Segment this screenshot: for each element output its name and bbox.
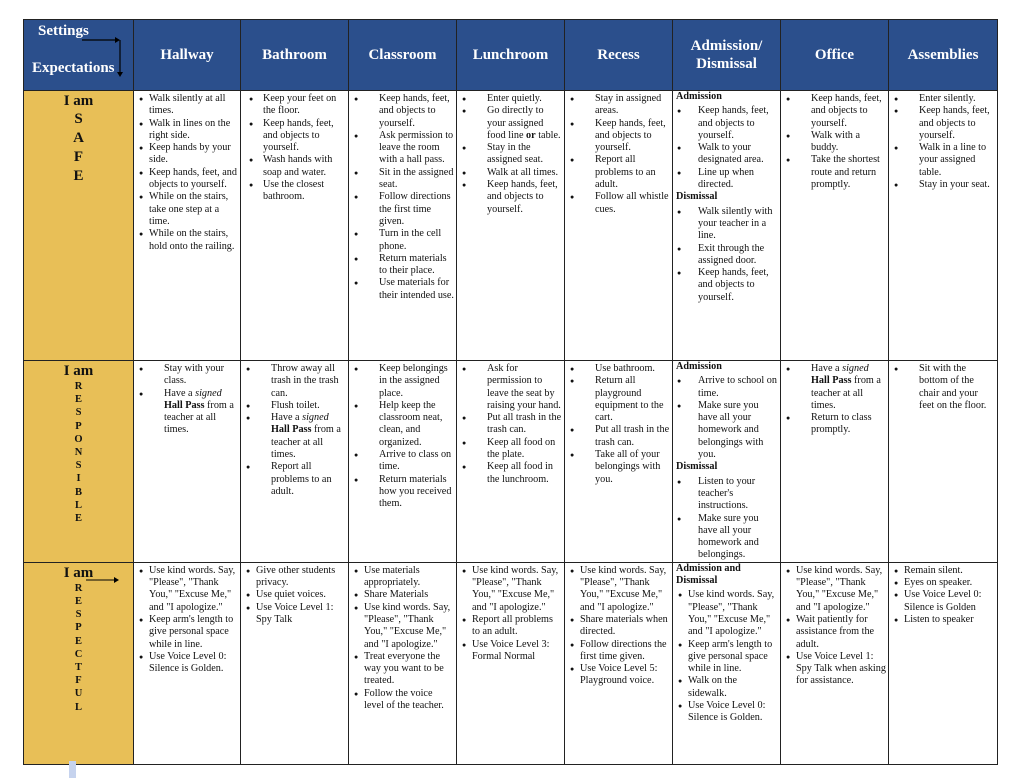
list-item: ● Use Voice Level 0: Silence is Golden. (673, 700, 778, 725)
dismissal-heading: Dismissal (676, 191, 718, 203)
row-label-safe-top: I am (63, 93, 94, 109)
admission-heading: Admission (676, 361, 722, 372)
list-item: ● Keep hands, feet, and objects to yourself. (889, 105, 995, 142)
responsible-admission-dismissal-cell (673, 361, 781, 563)
list-item: ● Stay with your class. (134, 363, 238, 388)
row-label-letter: S (75, 407, 82, 419)
list-item: ● Follow directions the first time given. (349, 191, 454, 228)
list-item: ● Have a signed Hall Pass from a teacher at all times. (781, 363, 886, 412)
list-item: ● Make sure you have all your homework and belongings. (673, 513, 778, 562)
list-item: ● Walk silently with your teacher in a line. (673, 206, 778, 243)
list-item: ● Keep hands by your side. (134, 142, 238, 167)
row-label-letter: T (74, 661, 82, 673)
text-cursor-marker (69, 761, 76, 778)
list-item: ● Return materials to their place. (349, 253, 454, 278)
list-item: ● Wait patiently for assistance from the adult. (781, 614, 886, 651)
list-item: ● Return all playground equipment to the cart. (565, 375, 670, 424)
column-header-bathroom: Bathroom (241, 20, 349, 91)
list-item: ● Ask for permission to leave the seat by raising your hand. (457, 363, 562, 412)
list-item: ● Have a signed Hall Pass from a teacher at all times. (241, 412, 346, 461)
list-item: ● Share materials when directed. (565, 614, 670, 639)
list-item: ● Stay in the assigned seat. (457, 142, 562, 167)
row-label-responsible-top: I am (63, 363, 94, 379)
admission-dismissal-heading: Admission and Dismissal (676, 562, 741, 587)
responsible-hallway-cell (134, 361, 241, 563)
row-label-responsible (24, 361, 134, 563)
list-item: ● Use Voice Level 0: Silence is Golden (889, 589, 995, 614)
list-item: ● Keep hands, feet, and objects to yourself. (457, 179, 562, 216)
list-item: ● Ask permission to leave the room with a hall pass. (349, 130, 454, 167)
safe-admission-dismissal-cell (673, 91, 781, 361)
list-item: ● Exit through the assigned door. (673, 243, 778, 268)
row-label-letter: R (74, 582, 83, 594)
row-label-letter: R (74, 381, 83, 392)
list-item: ● Share Materials (349, 589, 454, 601)
respectful-office-cell (781, 562, 889, 764)
settings-label: Settings (38, 23, 89, 39)
row-label-letter: F (73, 149, 84, 165)
list-item: ● Put all trash in the trash can. (457, 412, 562, 437)
list-item: ● Keep arm's length to give personal space while in line. (673, 639, 778, 676)
arrow-right-icon (24, 573, 134, 587)
list-item: ● Walk in a line to your assigned table. (889, 142, 995, 179)
list-item: ● Arrive to school on time. (673, 375, 778, 400)
list-item: ● Stay in assigned areas. (565, 93, 670, 118)
list-item: ● Use Voice Level 5: Playground voice. (565, 663, 670, 688)
corner-arrows-icon (24, 20, 134, 91)
expectations-matrix (23, 19, 998, 765)
list-item: ● Keep arm's length to give personal space while in line. (134, 614, 238, 651)
list-item: ● Keep hands, feet, and objects to yourself. (349, 93, 454, 130)
row-respectful (24, 562, 998, 764)
row-label-letter: E (73, 168, 84, 184)
list-item: ● Walk in lines on the right side. (134, 118, 238, 143)
column-header-hallway: Hallway (134, 20, 241, 91)
list-item: ● Use materials appropriately. (349, 565, 454, 590)
safe-office-cell (781, 91, 889, 361)
list-item: ● Follow directions the first time given. (565, 639, 670, 664)
row-label-letter: E (74, 513, 82, 525)
row-label-respectful (24, 562, 134, 764)
row-label-letter: C (74, 648, 83, 660)
list-item: ● Keep belongings in the assigned place. (349, 363, 454, 400)
safe-assemblies-cell (889, 91, 998, 361)
list-item: ● Use Voice Level 1: Spy Talk (241, 602, 346, 627)
dismissal-heading: Dismissal (676, 461, 718, 473)
row-label-letter: N (74, 447, 83, 459)
responsible-assemblies-cell (889, 361, 998, 563)
list-item: ● Make sure you have all your homework and belongings with you. (673, 400, 778, 461)
list-item: ● Keep all food on the plate. (457, 437, 562, 462)
row-label-letter: E (74, 635, 82, 647)
list-item: ● Use the closest bathroom. (241, 179, 346, 204)
responsible-classroom-cell (349, 361, 457, 563)
list-item: ● Keep hands, feet, and objects to yourself. (134, 167, 238, 192)
column-header-recess: Recess (565, 20, 673, 91)
list-item: ● Take the shortest route and return promptly. (781, 154, 886, 191)
list-item: ● Keep your feet on the floor. (241, 93, 346, 118)
respectful-recess-cell (565, 562, 673, 764)
list-item: ● Keep hands, feet, and objects to yourself. (565, 118, 670, 155)
list-item: ● Remain silent. (889, 565, 995, 577)
list-item: ● Report all problems to an adult. (241, 461, 346, 498)
list-item: ● Walk at all times. (457, 167, 562, 179)
list-item: ● Use kind words. Say, "Please", "Thank You," "Excuse Me," and "I apologize." (349, 602, 454, 651)
list-item: ● Stay in your seat. (889, 179, 995, 191)
column-header-admission-dismissal: Admission/ Dismissal (673, 20, 781, 91)
list-item: ● Use kind words. Say, "Please", "Thank You," "Excuse Me," and "I apologize." (673, 589, 778, 638)
list-item: ● Use Voice Level 0: Silence is Golden. (134, 651, 238, 676)
row-label-letter: E (74, 595, 82, 607)
row-safe (24, 91, 998, 361)
list-item: ● Line up when directed. (673, 167, 778, 192)
list-item: ● Report all problems to an adult. (565, 154, 670, 191)
row-label-letter: B (74, 486, 82, 498)
list-item: ● Keep hands, feet, and objects to yourself. (781, 93, 886, 130)
row-label-letter: I (76, 473, 81, 485)
list-item: ● Use kind words. Say, "Please", "Thank You," "Excuse Me," and "I apologize." (565, 565, 670, 614)
list-item: ● While on the stairs, hold onto the railing. (134, 228, 238, 253)
column-header-assemblies: Assemblies (889, 20, 998, 91)
list-item: ● Use quiet voices. (241, 589, 346, 601)
row-label-letter: P (75, 420, 82, 432)
expectations-label: Expectations (32, 60, 115, 76)
row-label-letter: O (74, 433, 83, 445)
respectful-bathroom-cell (241, 562, 349, 764)
list-item: ● Use kind words. Say, "Please", "Thank You," "Excuse Me," and "I apologize." (781, 565, 886, 614)
safe-bathroom-cell (241, 91, 349, 361)
column-header-classroom: Classroom (349, 20, 457, 91)
list-item: ● Use Voice Level 3: Formal Normal (457, 639, 562, 664)
row-label-safe (24, 91, 134, 361)
safe-recess-cell (565, 91, 673, 361)
list-item: ● Arrive to class on time. (349, 449, 454, 474)
list-item: ● Follow the voice level of the teacher. (349, 688, 454, 713)
list-item: ● Sit with the bottom of the chair and your feet on the floor. (889, 363, 995, 412)
list-item: ● While on the stairs, take one step at a time. (134, 191, 238, 228)
list-item: ● Use bathroom. (565, 363, 670, 375)
row-label-letter: L (74, 701, 82, 713)
respectful-admission-dismissal-cell (673, 562, 781, 764)
list-item: ● Go directly to your assigned food line or table. (457, 105, 562, 142)
list-item: ● Return materials how you received them. (349, 474, 454, 511)
list-item: ● Have a signed Hall Pass from a teacher at all times. (134, 388, 238, 437)
list-item: ● Keep hands, feet, and objects to yourself. (673, 267, 778, 304)
row-label-letter: S (75, 460, 82, 472)
list-item: ● Walk silently at all times. (134, 93, 238, 118)
row-responsible (24, 361, 998, 563)
row-label-letter: L (74, 499, 82, 511)
list-item: ● Report all problems to an adult. (457, 614, 562, 639)
list-item: ● Walk to your designated area. (673, 142, 778, 167)
list-item: ● Keep hands, feet, and objects to yourself. (241, 118, 346, 155)
list-item: ● Enter silently. (889, 93, 995, 105)
respectful-hallway-cell (134, 562, 241, 764)
row-label-letter: E (74, 394, 82, 406)
list-item: ● Use materials for their intended use. (349, 277, 454, 302)
list-item: ● Throw away all trash in the trash can. (241, 363, 346, 400)
list-item: ● Return to class promptly. (781, 412, 886, 437)
list-item: ● Sit in the assigned seat. (349, 167, 454, 192)
list-item: ● Put all trash in the trash can. (565, 424, 670, 449)
safe-hallway-cell (134, 91, 241, 361)
responsible-bathroom-cell (241, 361, 349, 563)
list-item: ● Keep all food in the lunchroom. (457, 461, 562, 486)
respectful-assemblies-cell (889, 562, 998, 764)
respectful-lunchroom-cell (457, 562, 565, 764)
responsible-recess-cell (565, 361, 673, 563)
list-item: ● Wash hands with soap and water. (241, 154, 346, 179)
list-item: ● Use kind words. Say, "Please", "Thank You," "Excuse Me," and "I apologize." (134, 565, 238, 614)
list-item: ● Walk with a buddy. (781, 130, 886, 155)
row-label-letter: A (73, 130, 84, 146)
list-item: ● Enter quietly. (457, 93, 562, 105)
settings-expectations-corner (24, 20, 134, 91)
safe-lunchroom-cell (457, 91, 565, 361)
row-label-letter: U (74, 688, 83, 700)
list-item: ● Follow all whistle cues. (565, 191, 670, 216)
list-item: ● Listen to speaker (889, 614, 995, 626)
list-item: ● Give other students privacy. (241, 565, 346, 590)
list-item: ● Help keep the classroom neat, clean, and organized. (349, 400, 454, 449)
list-item: ● Flush toilet. (241, 400, 346, 412)
list-item: ● Treat everyone the way you want to be treated. (349, 651, 454, 688)
row-label-letter: S (75, 609, 82, 621)
safe-classroom-cell (349, 91, 457, 361)
list-item: ● Eyes on speaker. (889, 577, 995, 589)
list-item: ● Use Voice Level 1: Spy Talk when asking for assistance. (781, 651, 886, 688)
responsible-lunchroom-cell (457, 361, 565, 563)
list-item: ● Keep hands, feet, and objects to yourself. (673, 105, 778, 142)
admission-heading: Admission (676, 91, 722, 102)
row-label-letter: S (74, 111, 83, 127)
list-item: ● Take all of your belongings with you. (565, 449, 670, 486)
column-header-office: Office (781, 20, 889, 91)
row-label-letter: F (75, 675, 82, 687)
list-item: ● Walk on the sidewalk. (673, 675, 778, 700)
responsible-office-cell (781, 361, 889, 563)
column-header-lunchroom: Lunchroom (457, 20, 565, 91)
respectful-classroom-cell (349, 562, 457, 764)
list-item: ● Listen to your teacher's instructions. (673, 476, 778, 513)
row-label-respectful-top: I am (63, 564, 94, 581)
row-label-letter: P (75, 622, 82, 634)
list-item: ● Turn in the cell phone. (349, 228, 454, 253)
list-item: ● Use kind words. Say, "Please", "Thank You," "Excuse Me," and "I apologize." (457, 565, 562, 614)
